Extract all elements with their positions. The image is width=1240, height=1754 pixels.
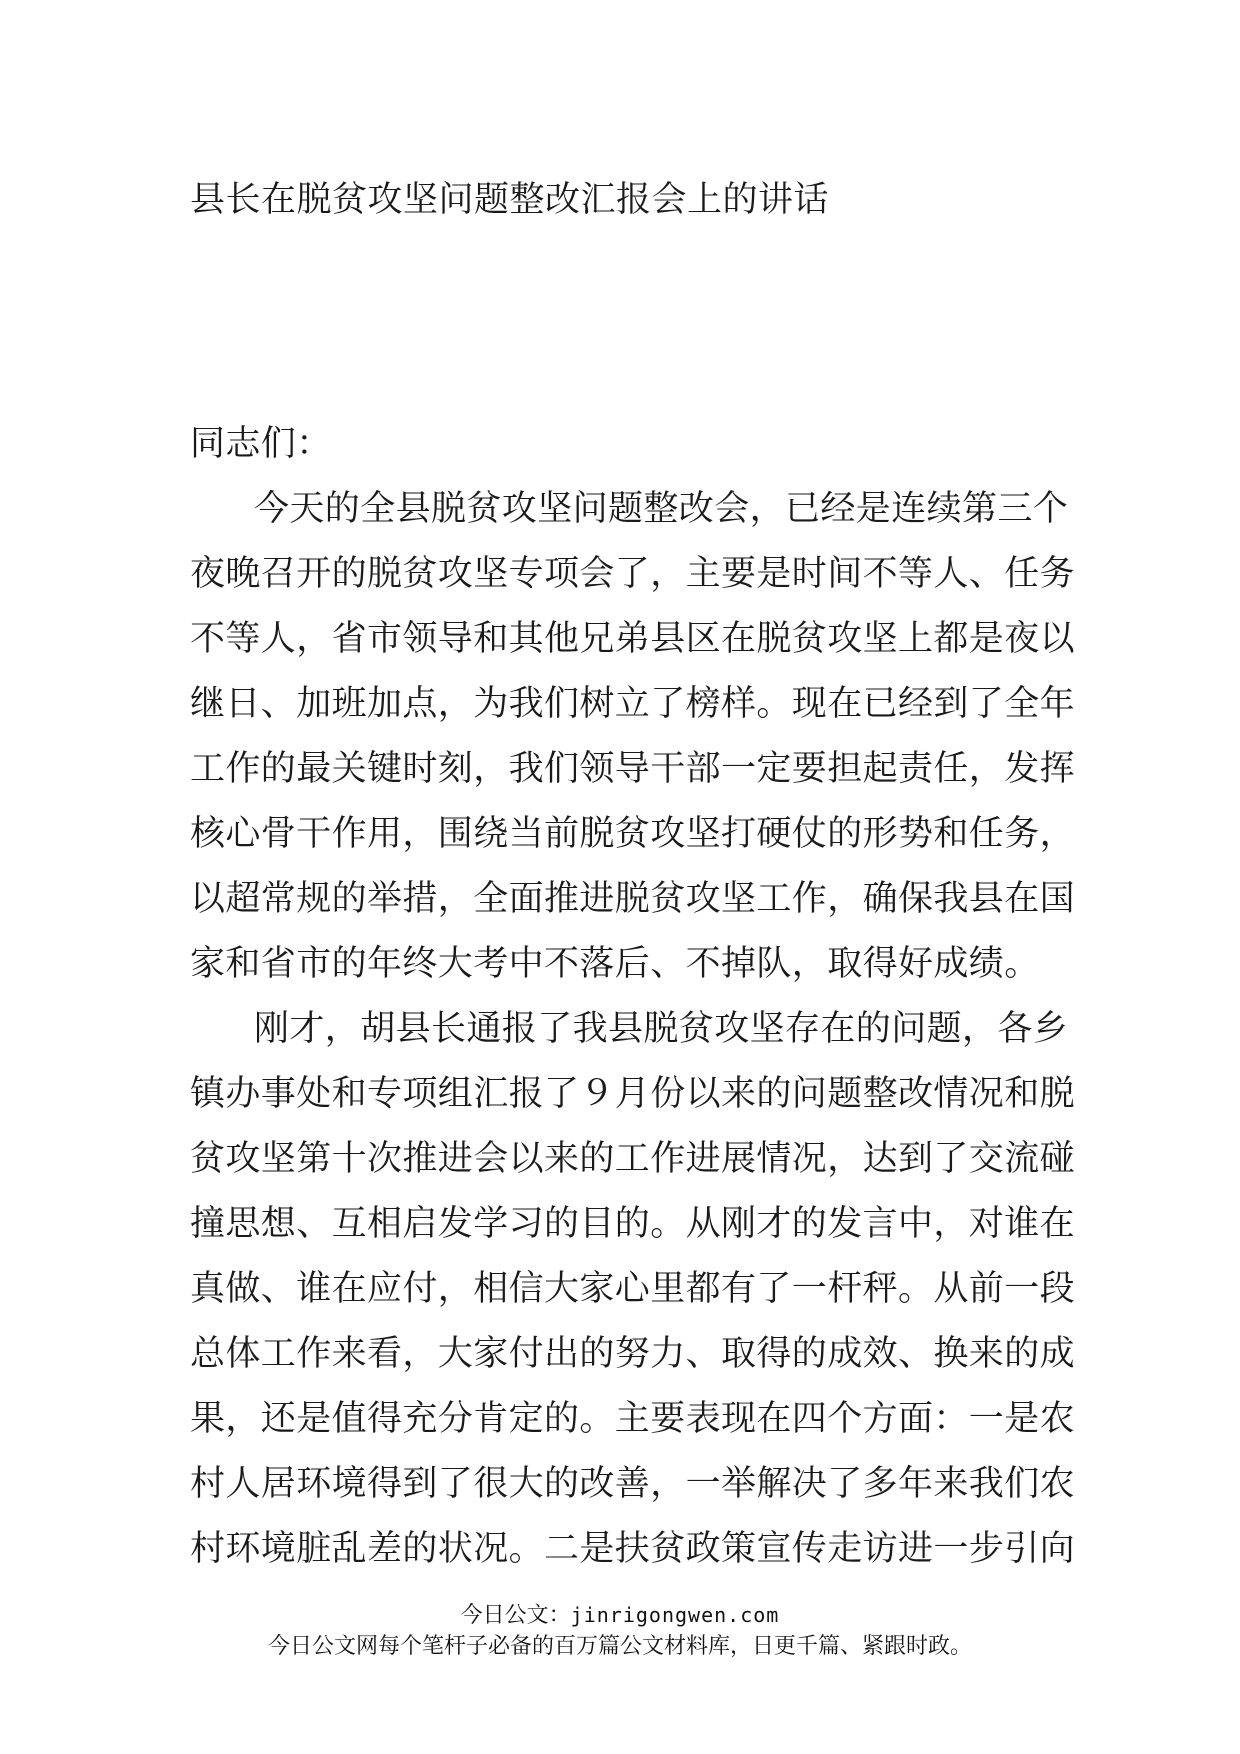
document-title: 县长在脱贫攻坚问题整改汇报会上的讲话	[190, 180, 830, 220]
text-line: 总体工作来看，大家付出的努力、取得的成效、换来的成	[190, 1334, 1076, 1374]
text-line: 今天的全县脱贫攻坚问题整改会，已经是连续第三个	[254, 489, 1069, 529]
text-line: 刚才，胡县长通报了我县脱贫攻坚存在的问题，各乡	[254, 1009, 1069, 1049]
footer-site-line	[0, 1600, 1240, 1631]
text-line: 家和省市的年终大考中不落后、不掉队，取得好成绩。	[190, 944, 1040, 984]
text-line: 镇办事处和专项组汇报了９月份以来的问题整改情况和脱	[190, 1074, 1076, 1114]
text-line: 核心骨干作用，围绕当前脱贫攻坚打硬仗的形势和任务，	[190, 814, 1076, 854]
footer-site-label: 今日公文：	[460, 1603, 571, 1628]
text-line: 撞思想、互相启发学习的目的。从刚才的发言中，对谁在	[190, 1204, 1076, 1244]
text-line: 不等人，省市领导和其他兄弟县区在脱贫攻坚上都是夜以	[190, 619, 1076, 659]
text-line: 继日、加班加点，为我们树立了榜样。现在已经到了全年	[190, 684, 1076, 724]
text-line: 村环境脏乱差的状况。二是扶贫政策宣传走访进一步引向	[190, 1529, 1076, 1569]
paragraph-2	[190, 997, 1076, 1582]
text-line: 真做、谁在应付，相信大家心里都有了一杆秤。从前一段	[190, 1269, 1076, 1309]
footer-site-link[interactable]: jinrigongwen.com	[570, 1603, 780, 1627]
salutation: 同志们：	[190, 424, 332, 464]
text-line: 工作的最关键时刻，我们领导干部一定要担起责任，发挥	[190, 749, 1076, 789]
footer-tagline: 今日公文网每个笔杆子必备的百万篇公文材料库，日更千篇、紧跟时政。	[267, 1634, 972, 1659]
text-line: 贫攻坚第十次推进会以来的工作进展情况，达到了交流碰	[190, 1139, 1076, 1179]
text-line: 夜晚召开的脱贫攻坚专项会了，主要是时间不等人、任务	[190, 554, 1076, 594]
text-line: 村人居环境得到了很大的改善，一举解决了多年来我们农	[190, 1464, 1076, 1504]
text-line: 果，还是值得充分肯定的。主要表现在四个方面：一是农	[190, 1399, 1076, 1439]
paragraph-1	[190, 477, 1076, 997]
text-line: 以超常规的举措，全面推进脱贫攻坚工作，确保我县在国	[190, 879, 1076, 919]
document-body	[190, 412, 1076, 1582]
